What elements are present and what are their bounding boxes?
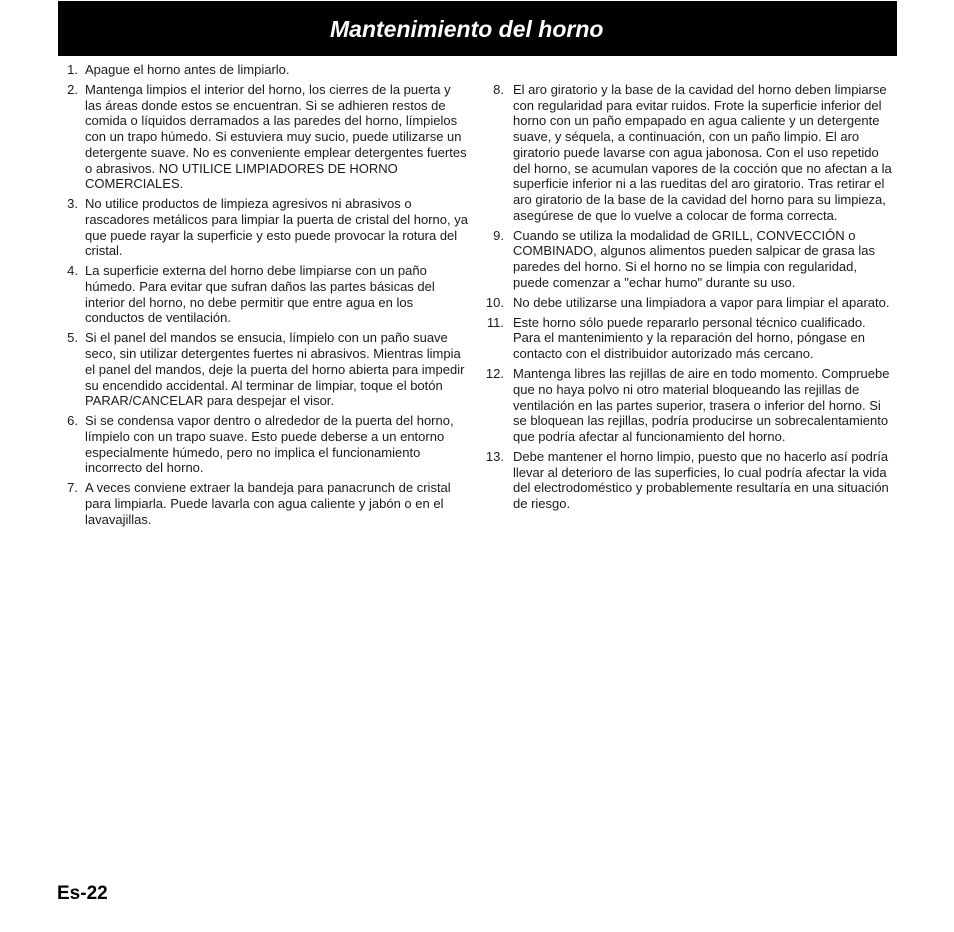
maintenance-list-left [58, 62, 468, 527]
item-text: Este horno sólo puede repararlo personal técnico cualificado. Para el mantenimiento y la reparación del horno, póngase en contacto con el distribuidor autorizado más cercano. [513, 314, 866, 362]
list-item [484, 295, 894, 311]
item-number: 6. [67, 413, 78, 429]
item-number: 9. [493, 227, 504, 243]
item-number: 3. [67, 196, 78, 212]
item-number: 8. [493, 82, 504, 97]
item-text: No utilice productos de limpieza agresivos ni abrasivos o rascadores metálicos para limpiar la puerta de cristal del horno, ya que puede rayar la superficie y esto puede provocar la rotura del cristal. [85, 196, 468, 259]
item-number: 13. [485, 448, 504, 464]
item-text: A veces conviene extraer la bandeja para panacrunch de cristal para limpiarla. Puede lavarla con agua caliente y jabón o en el lavavajillas. [85, 480, 451, 527]
item-text: Apague el horno antes de limpiarlo. [85, 62, 290, 77]
left-column [58, 62, 468, 532]
item-text: Si el panel del mandos se ensucia, límpielo con un paño suave seco, sin utilizar detergentes fuertes ni abrasivos. Mientras limpia el panel del mandos, deje la puerta del horno abierta para impedir su encendido accidental. Al terminar de limpiar, toque el botón PARAR/CANCELAR para despejar el visor. [85, 330, 465, 409]
page-number: Es-22 [57, 883, 108, 904]
list-item [58, 82, 468, 192]
list-item [484, 366, 894, 445]
item-text: Si se condensa vapor dentro o alrededor de la puerta del horno, límpielo con un trapo suave. Esto puede deberse a un entorno especialmente húmedo, pero no implica el funcionamiento incorrecto del horno. [85, 413, 454, 476]
item-number: 5. [67, 330, 78, 346]
item-text: Mantenga limpios el interior del horno, los cierres de la puerta y las áreas donde estos se encuentran. Si se adhieren restos de comida o líquidos derramados a las paredes del horno, límpielos con un trapo húmedo. Si estuviera muy sucio, puede utilizarse un detergente suave. No es conveniente emplear detergentes fuertes o abrasivos. NO UTILICE LIMPIADORES DE HORNO COMERCIALES. [85, 82, 467, 192]
item-number: 12. [485, 366, 504, 382]
list-item [484, 315, 894, 362]
item-text: El aro giratorio y la base de la cavidad del horno deben limpiarse con regularidad para evitar ruidos. Frote la superficie inferior del horno con un paño empapado en agua caliente y un detergente suave, y séquela, a continuación, con un paño limpio. El aro giratorio puede lavarse con agua jabonosa. Con el uso repetido del horno, se acumulan vapores de la cocción que no afectan a la superficie inferior ni a las rueditas del aro giratorio. Tras retirar el aro giratorio de la base de la cavidad del horno para su limpieza, asegúrese de que lo vuelve a colocar de forma correcta. [513, 82, 892, 223]
item-number: 11. [486, 314, 504, 330]
item-number: 1. [67, 62, 78, 77]
list-item [484, 82, 894, 223]
right-column [484, 82, 894, 516]
title-bar [58, 1, 897, 56]
list-item [484, 228, 894, 291]
page-title: Mantenimiento del horno [330, 16, 604, 42]
list-item [58, 413, 468, 476]
item-number: 10. [485, 294, 504, 310]
maintenance-list-right [484, 82, 894, 512]
item-text: Mantenga libres las rejillas de aire en todo momento. Compruebe que no haya polvo ni otro material bloqueando las rejillas de ventilación en las partes superior, trasera o inferior del horno. Si se bloquean las rejillas, podría producirse un sobrecalentamiento que podría afectar al funcionamiento del horno. [513, 366, 890, 444]
list-item [58, 263, 468, 326]
list-item [58, 330, 468, 409]
item-number: 7. [67, 480, 78, 496]
list-item [58, 480, 468, 527]
item-text: Debe mantener el horno limpio, puesto que no hacerlo así podría llevar al deterioro de las superficies, lo cual podría afectar la vida del electrodoméstico y probablemente resultaría en una situación de riesgo. [513, 448, 889, 512]
item-number: 4. [67, 263, 78, 279]
list-item [484, 449, 894, 512]
item-text: No debe utilizarse una limpiadora a vapor para limpiar el aparato. [513, 294, 890, 310]
list-item [58, 196, 468, 259]
item-text: Cuando se utiliza la modalidad de GRILL, CONVECCIÓN o COMBINADO, algunos alimentos pueden salpicar de grasa las paredes del horno. Si el horno no se limpia con regularidad, puede comenzar a "echar humo" durante su uso. [513, 227, 876, 290]
list-item [58, 62, 468, 78]
item-text: La superficie externa del horno debe limpiarse con un paño húmedo. Para evitar que sufran daños las partes básicas del interior del horno, no debe permitir que entre agua en los conductos de ventilación. [85, 263, 435, 326]
item-number: 2. [67, 82, 78, 97]
